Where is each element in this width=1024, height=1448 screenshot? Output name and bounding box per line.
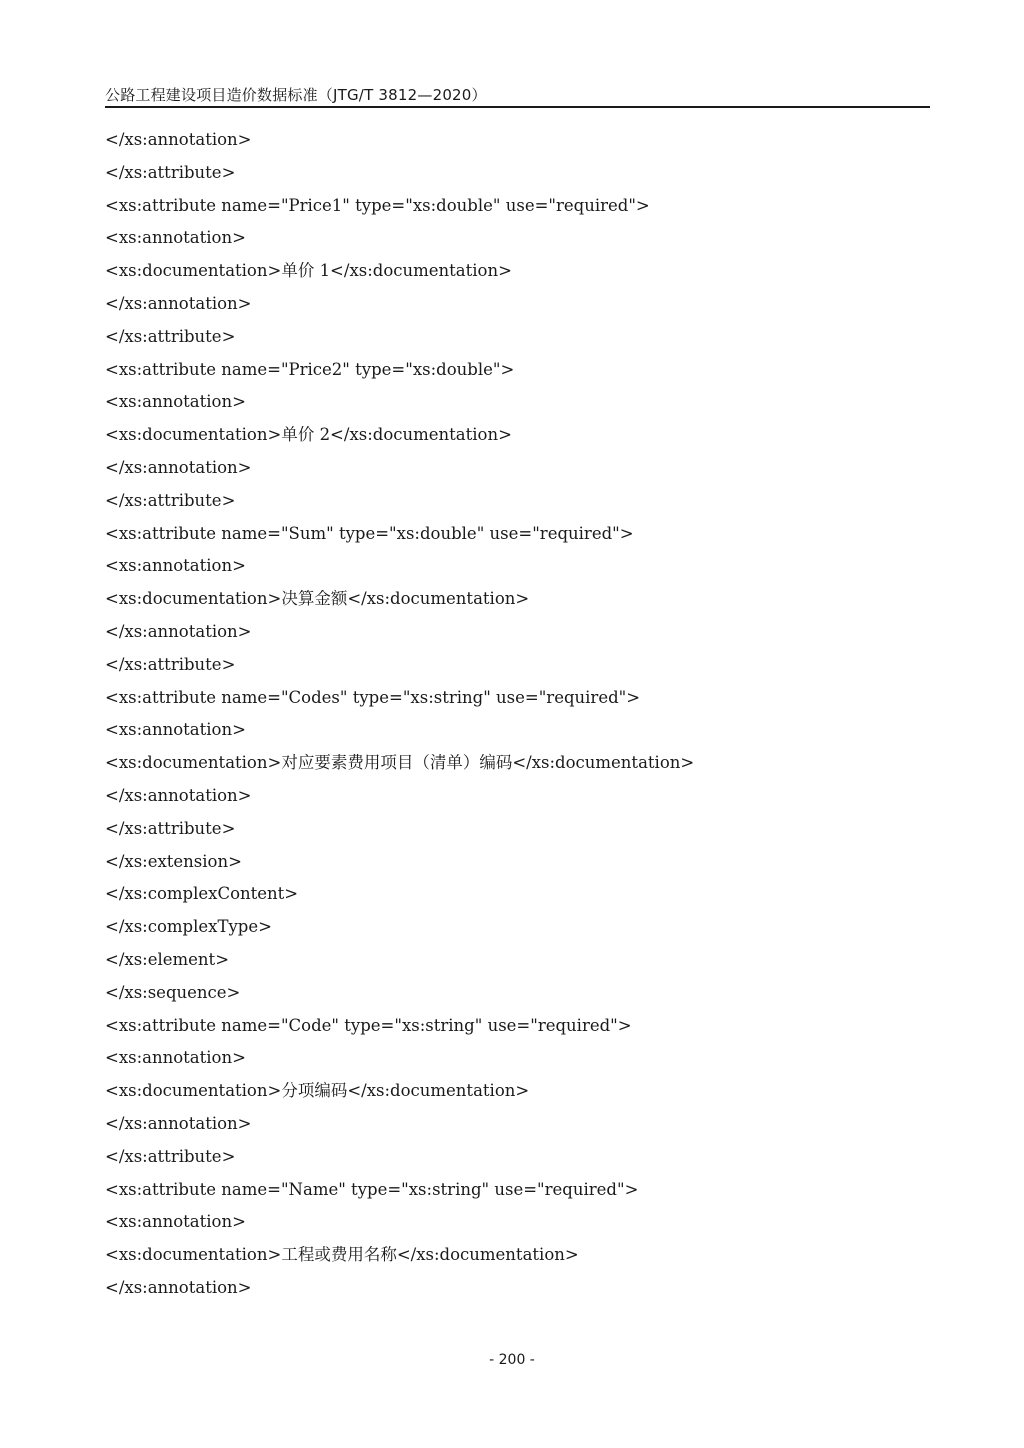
code-line: </xs:element> [105,949,230,969]
code-line: </xs:annotation> [105,457,252,477]
code-line: <xs:annotation> [105,1048,246,1068]
code-line: <xs:attribute name="Codes" type="xs:string" use="required"> [105,687,641,707]
page-header-title: 公路工程建设项目造价数据标准（JTG/T 3812—2020） [105,86,487,104]
code-line: <xs:documentation>分项编码</xs:documentation> [105,1081,530,1101]
code-line: </xs:complexContent> [105,884,299,904]
code-line: <xs:annotation> [105,720,246,740]
code-line: <xs:attribute name="Sum" type="xs:double" use="required"> [105,523,634,543]
code-listing [105,124,930,1305]
code-line: </xs:sequence> [105,982,241,1002]
code-line: </xs:complexType> [105,917,272,937]
code-line: </xs:annotation> [105,621,252,641]
code-line: </xs:annotation> [105,1113,252,1133]
code-line: </xs:attribute> [105,490,236,510]
code-line: </xs:annotation> [105,785,252,805]
code-line: </xs:attribute> [105,326,236,346]
page-number: - 200 - [489,1352,535,1368]
code-line: </xs:annotation> [105,293,252,313]
code-line: <xs:annotation> [105,228,246,248]
code-line: </xs:annotation> [105,130,252,149]
code-line: <xs:documentation>单价 2</xs:documentation> [105,425,512,445]
code-line: <xs:annotation> [105,392,246,412]
code-line: </xs:attribute> [105,654,236,674]
code-line: <xs:annotation> [105,556,246,576]
code-line: <xs:attribute name="Price1" type="xs:double" use="required"> [105,195,650,215]
code-line: </xs:attribute> [105,1146,236,1166]
page-header [105,82,930,108]
code-line: </xs:attribute> [105,162,236,182]
code-line: <xs:annotation> [105,1212,246,1232]
code-line: <xs:attribute name="Code" type="xs:string" use="required"> [105,1015,632,1035]
code-line: </xs:extension> [105,851,242,871]
code-line: </xs:annotation> [105,1277,252,1297]
code-line: <xs:documentation>工程或费用名称</xs:documentation> [105,1245,579,1265]
code-line: </xs:attribute> [105,818,236,838]
code-line: <xs:attribute name="Price2" type="xs:double"> [105,359,515,379]
code-line: <xs:documentation>对应要素费用项目（清单）编码</xs:documentation> [105,753,695,773]
code-line: <xs:documentation>决算金额</xs:documentation> [105,589,530,609]
code-line: <xs:documentation>单价 1</xs:documentation> [105,261,512,281]
code-line: <xs:attribute name="Name" type="xs:string" use="required"> [105,1179,639,1199]
